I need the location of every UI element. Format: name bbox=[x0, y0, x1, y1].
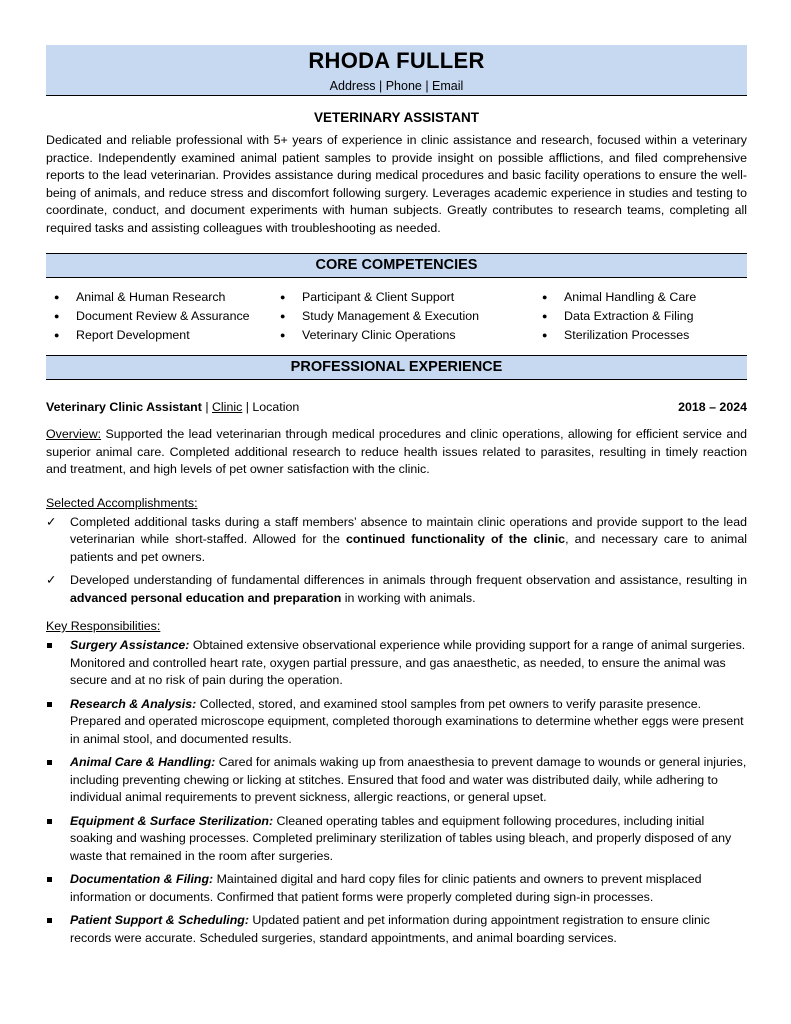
accomplishments-heading: Selected Accomplishments: bbox=[46, 495, 198, 510]
job-location: Location bbox=[252, 400, 300, 414]
job-dates: 2018 – 2024 bbox=[678, 400, 747, 414]
accomplishment-highlight: continued functionality of the clinic bbox=[345, 532, 566, 546]
responsibilities-heading: Key Responsibilities: bbox=[46, 619, 161, 633]
accomplishment-text: Developed understanding of fundamental differences in animals through frequent observation and assistance, resulting in bbox=[70, 573, 747, 587]
job-target-title: VETERINARY ASSISTANT bbox=[313, 110, 480, 125]
responsibility-item bbox=[46, 696, 747, 749]
square-bullet-icon bbox=[47, 760, 52, 765]
responsibility-text: Cleaned operating tables and equipment following procedures, including initial soaking and washing processes. Completed preliminary sterilization of tables using bleach, and properly disposed of any waste that remained in the room after surgeries. bbox=[70, 813, 732, 863]
experience-heading: PROFESSIONAL EXPERIENCE bbox=[46, 355, 747, 380]
responsibility-item bbox=[46, 813, 747, 866]
name-band bbox=[46, 45, 747, 77]
square-bullet-icon bbox=[47, 819, 52, 824]
overview-paragraph bbox=[46, 426, 747, 479]
competencies-grid bbox=[46, 278, 747, 355]
responsibility-text: Obtained extensive observational experience while providing support for a range of animal surgeries. Monitored and controlled heart rate, oxygen partial pressure, and gas anaesthetic, as needed, to ensure the animal was secure and at no risk of pain during the operation. bbox=[70, 638, 746, 687]
responsibility-label: Animal Care & Handling: bbox=[70, 755, 216, 769]
contact-line: Address | Phone | Email bbox=[46, 77, 747, 96]
separator: | bbox=[201, 400, 212, 414]
separator: | bbox=[242, 400, 253, 414]
competencies-heading: CORE COMPETENCIES bbox=[46, 253, 747, 278]
responsibility-item bbox=[46, 754, 747, 807]
competencies-column-2 bbox=[272, 288, 534, 345]
job-heading bbox=[46, 400, 299, 414]
job-title: Veterinary Clinic Assistant bbox=[46, 400, 202, 414]
accomplishment-text: , and necessary care to animal patients and pet owners. bbox=[70, 532, 747, 564]
accomplishment-text: Completed additional tasks during a staff members’ absence to maintain clinic operations and provide support to the lead veterinarian while short-staffed. Allowed for the bbox=[70, 514, 747, 546]
competencies-column-3 bbox=[534, 288, 744, 345]
resume-page bbox=[46, 45, 747, 953]
responsibility-text: Cared for animals waking up from anaesthesia to prevent damage to wounds or general injuries, including preventing chewing or licking at stitches. Ensured that food and water was distributed daily, while adhering to individual animal requirements to prevent sickness, allergic reactions, or general upset. bbox=[70, 755, 747, 804]
accomplishment-highlight: advanced personal education and preparation bbox=[70, 590, 342, 605]
accomplishments-list bbox=[46, 514, 747, 608]
responsibility-label: Documentation & Filing: bbox=[70, 872, 214, 886]
checkmark-icon: ✓ bbox=[46, 514, 57, 529]
responsibility-item bbox=[46, 637, 747, 690]
accomplishment-item bbox=[46, 572, 747, 607]
responsibility-text: Maintained digital and hard copy files for clinic patients and owners to prevent misplaced information or documents. Confirmed that patient forms were properly completed during sign-in processes. bbox=[70, 872, 702, 904]
accomplishment-text: in working with animals. bbox=[341, 590, 476, 605]
competency-item: ● Animal & Human Research bbox=[46, 288, 272, 307]
responsibility-text: Collected, stored, and examined stool samples from pet owners to verify parasite presence. Prepared and operated microscope equipment, completed thorough examinations to determine whether eggs were present in animal stool, and documented results. bbox=[70, 696, 744, 746]
accomplishment-item bbox=[46, 514, 747, 567]
competency-item: ● Veterinary Clinic Operations bbox=[272, 326, 534, 345]
candidate-name: RHODA FULLER bbox=[308, 48, 485, 73]
competency-item: ● Report Development bbox=[46, 326, 272, 345]
clinic-name: Clinic bbox=[211, 400, 243, 414]
competency-item: ● Participant & Client Support bbox=[272, 288, 534, 307]
competency-item: ● Animal Handling & Care bbox=[534, 288, 744, 307]
competency-item: ● Sterilization Processes bbox=[534, 326, 744, 345]
square-bullet-icon bbox=[47, 702, 52, 707]
square-bullet-icon bbox=[47, 643, 52, 648]
responsibility-label: Patient Support & Scheduling: bbox=[70, 913, 249, 927]
square-bullet-icon bbox=[47, 877, 52, 882]
competency-item: ● Data Extraction & Filing bbox=[534, 307, 744, 326]
competencies-column-1 bbox=[46, 288, 272, 345]
responsibility-text: Updated patient and pet information during appointment registration to ensure clinic records were accurate. Scheduled surgeries, standard appointments, and animal boarding services. bbox=[70, 913, 710, 945]
checkmark-icon: ✓ bbox=[46, 573, 57, 587]
responsibility-label: Research & Analysis: bbox=[70, 696, 197, 711]
responsibility-label: Surgery Assistance: bbox=[70, 638, 190, 652]
competency-item: ● Study Management & Execution bbox=[272, 307, 534, 326]
job-header bbox=[46, 400, 747, 414]
responsibility-label: Equipment & Surface Sterilization: bbox=[70, 813, 274, 828]
overview-text: Supported the lead veterinarian through medical procedures and clinic operations, allowing for efficient service and superior animal care. Completed additional research to reduce health issues related to parasites, resulting in timely reaction and treatment, and high levels of pet owner satisfaction with the clinic. bbox=[46, 427, 747, 476]
responsibilities-list bbox=[46, 637, 747, 947]
competency-item: ● Document Review & Assurance bbox=[46, 307, 272, 326]
overview-label: Overview: bbox=[46, 427, 102, 441]
summary-paragraph: Dedicated and reliable professional with 5+ years of experience in clinic assistance and research, focused within a veterinary practice. Independently examined animal patient samples to provide insight on possible afflictions, and filed comprehensive reports to the lead veterinarian. Provides assistance during medical procedures and basic facility operations to ensure the well-being of animals, and reduce stress and discomfort following surgery. Leverages academic experience in studies and testing to coordinate, conduct, and document experiments with human subjects. Greatly contributes to research teams, completing all required tasks and assisting colleagues with troubleshooting as needed. bbox=[46, 133, 747, 235]
square-bullet-icon bbox=[47, 918, 52, 923]
responsibility-item bbox=[46, 912, 747, 947]
responsibility-item bbox=[46, 871, 747, 906]
